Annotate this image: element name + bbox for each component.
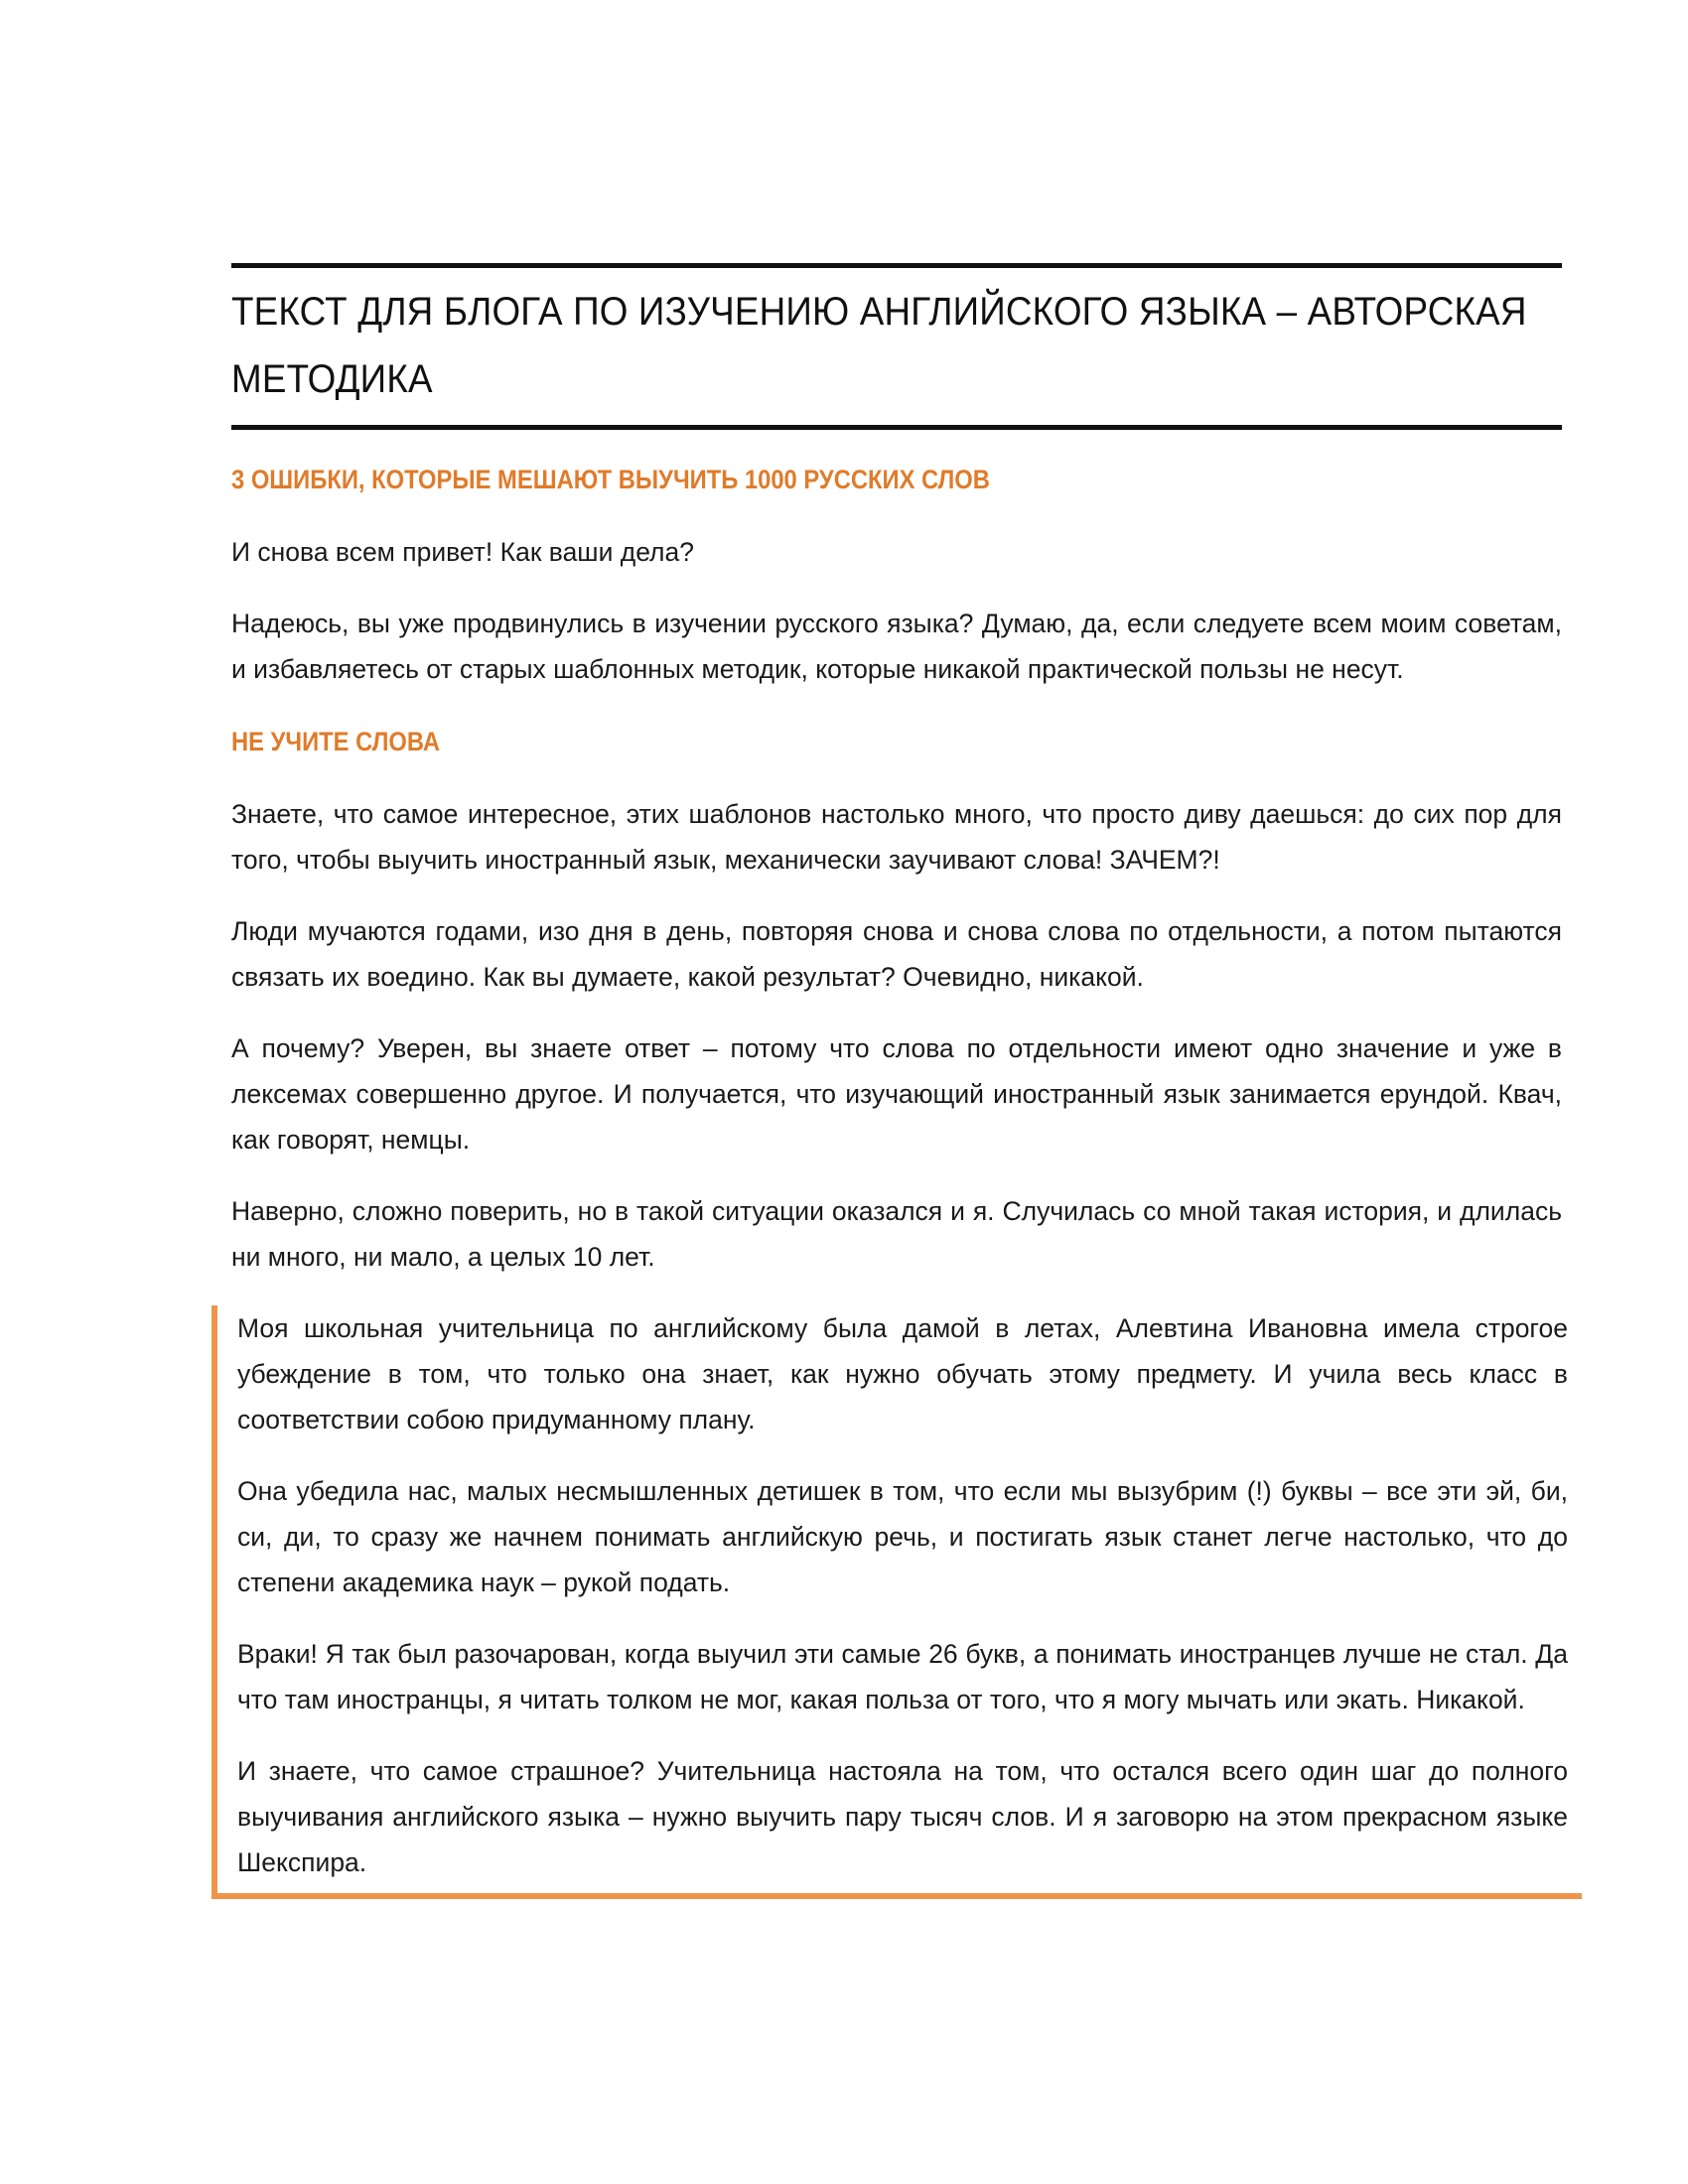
document-page <box>231 263 1568 1899</box>
paragraph-intro: Надеюсь, вы уже продвинулись в изучении русского языка? Думаю, да, если следуете всем моим советам, и избавляетесь от старых шаблонных методик, которые никакой практической пользы не несут. <box>231 609 1562 684</box>
paragraph-body: Наверно, сложно поверить, но в такой ситуации оказался и я. Случилась со мной такая история, и длилась ни много, ни мало, а целых 10 лет. <box>231 1196 1562 1272</box>
paragraph-greeting: И снова всем привет! Как ваши дела? <box>231 537 694 567</box>
paragraph-body: А почему? Уверен, вы знаете ответ – потому что слова по отдельности имеют одно значение и уже в лексемах совершенно другое. И получается, что изучающий иностранный язык занимается ерундой. Квач, как говорят, немцы. <box>231 1033 1562 1155</box>
section-heading-dont-learn-words: НЕ УЧИТЕ СЛОВА <box>231 727 440 756</box>
section-heading-mistakes: 3 ОШИБКИ, КОТОРЫЕ МЕШАЮТ ВЫУЧИТЬ 1000 РУССКИХ СЛОВ <box>231 465 990 494</box>
quote-paragraph: Она убедила нас, малых несмышленных детишек в том, что если мы вызубрим (!) буквы – все эти эй, би, си, ди, то сразу же начнем понимать английскую речь, и постигать язык станет легче настолько, что до степени академика наук – рукой подать. <box>237 1476 1568 1597</box>
paragraph-body: Знаете, что самое интересное, этих шаблонов настолько много, что просто диву даешься: до сих пор для того, чтобы выучить иностранный язык, механически заучивают слова! ЗАЧЕМ?! <box>231 799 1562 875</box>
title-block <box>231 263 1562 430</box>
quote-paragraph: Моя школьная учительница по английскому была дамой в летах, Алевтина Ивановна имела строгое убеждение в том, что только она знает, как нужно обучать этому предмету. И учила весь класс в соответствии собою придуманному плану. <box>237 1313 1568 1434</box>
quote-paragraph: Враки! Я так был разочарован, когда выучил эти самые 26 букв, а понимать иностранцев лучше не стал. Да что там иностранцы, я читать толком не мог, какая польза от того, что я могу мычать или экать. Никакой. <box>237 1639 1568 1714</box>
document-title: ТЕКСТ ДЛЯ БЛОГА ПО ИЗУЧЕНИЮ АНГЛИЙСКОГО ЯЗЫКА – АВТОРСКАЯ МЕТОДИКА <box>231 290 1527 401</box>
highlighted-story-block <box>211 1305 1582 1899</box>
paragraph-body: Люди мучаются годами, изо дня в день, повторяя снова и снова слова по отдельности, а потом пытаются связать их воедино. Как вы думаете, какой результат? Очевидно, никакой. <box>231 916 1562 992</box>
quote-paragraph: И знаете, что самое страшное? Учительница настояла на том, что остался всего один шаг до полного выучивания английского языка – нужно выучить пару тысяч слов. И я заговорю на этом прекрасном языке Шекспира. <box>237 1756 1568 1877</box>
